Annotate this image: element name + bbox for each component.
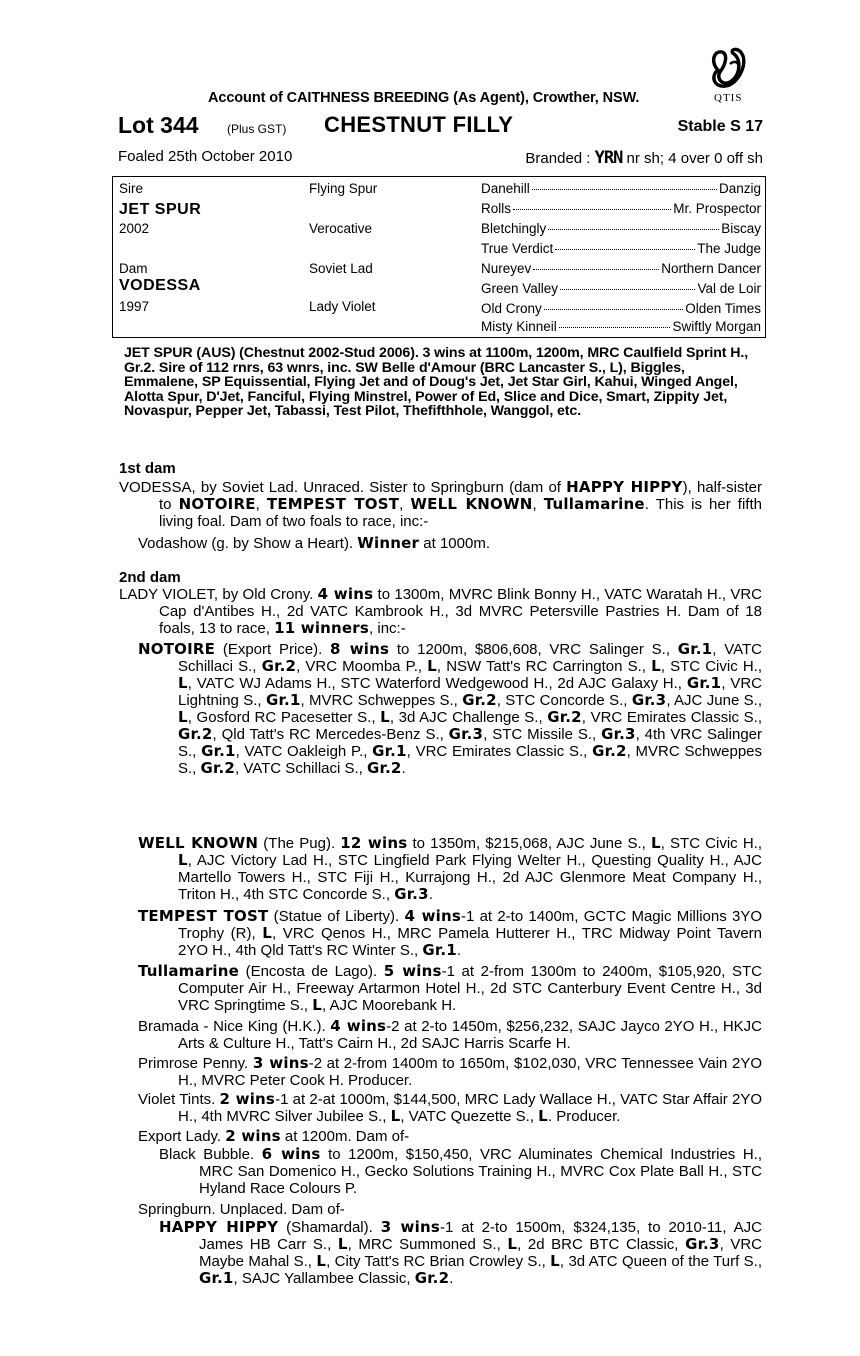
race-grade: Gr.3 (601, 725, 636, 743)
pedigree-gen3-row (481, 281, 761, 296)
race-grade: Gr.1 (199, 1269, 234, 1287)
horse-name: HAPPY HIPPY (159, 1218, 279, 1236)
text: (Statue of Liberty). (268, 908, 405, 925)
second-dam-paragraph (119, 586, 762, 637)
race-grade: Gr.1 (265, 691, 301, 709)
horse-description: CHESTNUT FILLY (324, 112, 514, 137)
horse-name: TEMPEST TOST (266, 495, 400, 513)
race-grade: Gr.2 (200, 759, 236, 777)
race-grade: Gr.2 (592, 742, 627, 760)
text: -2 at 2-to 1450m, $256,232, SAJC Jayco 2YO H., HKJC Arts & Culture H., Tatt's Cairn H., 2d SAJC Harris Scarfe H. (178, 1018, 763, 1052)
sire-label: Sire (119, 181, 144, 196)
progeny-entry-happy-hippy (159, 1219, 762, 1287)
text: ), half-sister to (159, 479, 763, 513)
first-dam-heading: 1st dam (119, 460, 176, 477)
race-grade: L (178, 708, 188, 726)
race-grade: L (178, 851, 188, 869)
text: -1 at 2-to 1400m, GCTC Magic Millions 3YO Trophy (R), (178, 908, 762, 942)
race-grade: L (538, 1107, 548, 1125)
brand-description (525, 148, 763, 168)
race-grade: L (507, 1235, 518, 1253)
race-grade: Gr.3 (448, 725, 484, 743)
race-grade: Gr.1 (422, 941, 457, 959)
race-grade: L (380, 708, 390, 726)
gen3-left: Misty Kinneil (481, 319, 557, 334)
progeny-entry-notoire (138, 641, 762, 777)
gen3-left: Rolls (481, 201, 512, 216)
text: , (399, 496, 411, 513)
sire-name: JET SPUR (119, 201, 202, 218)
text: , AJC Moorebank H. (321, 997, 457, 1014)
win-count: 4 wins (317, 585, 374, 603)
race-grade: L (178, 674, 188, 692)
text: to 1200m, $806,608, VRC Salinger S., (389, 641, 678, 658)
win-count: 8 wins (330, 640, 390, 658)
text: Bramada - Nice King (H.K.). (138, 1018, 331, 1035)
win-count: 3 wins (380, 1218, 440, 1236)
race-grade: Gr.1 (201, 742, 236, 760)
text: , STC Civic H., (660, 658, 762, 675)
gen3-right: Danzig (718, 181, 761, 196)
race-grade: Gr.1 (686, 674, 722, 692)
text: LADY VIOLET, by Old Crony. (119, 586, 318, 603)
text: . (449, 1270, 454, 1287)
win-count: 4 wins (404, 907, 461, 925)
win-count: 12 wins (340, 834, 408, 852)
text: , VRC Emirates Classic S., (406, 743, 593, 760)
progeny-entry-export-lady (138, 1128, 762, 1145)
race-grade: Gr.1 (677, 640, 713, 658)
brand-mark: YRN (594, 148, 623, 168)
text: , VATC WJ Adams H., STC Waterford Wedgewood H., 2d AJC Galaxy H., (187, 675, 687, 692)
text: , VRC Maybe Mahal S., (199, 1236, 762, 1270)
text: , 3d ATC Queen of the Turf S., (559, 1253, 762, 1270)
gen3-right: Mr. Prospector (673, 201, 761, 216)
text: (Shamardal). (278, 1219, 381, 1236)
pedigree-table (112, 176, 766, 338)
lot-number: Lot 344 (118, 112, 199, 138)
horse-name: WELL KNOWN (138, 834, 259, 852)
horse-name: HAPPY HIPPY (566, 478, 683, 496)
gen3-right: The Judge (697, 241, 761, 256)
qtis-logo (700, 46, 764, 110)
text: , VRC Lightning S., (178, 675, 762, 709)
text: , 3d AJC Challenge S., (389, 709, 548, 726)
race-grade: L (312, 996, 322, 1014)
race-grade: L (651, 657, 661, 675)
sire-summary: JET SPUR (AUS) (Chestnut 2002-Stud 2006). 3 wins at 1100m, 1200m, MRC Caulfield Sprint H., Gr.2. Sire of 112 rnrs, 63 wnrs, inc. SW Belle d'Amour (BRC Lancaster S., L), Biggles, Emmalene, SP Equissential, Flying Jet and of Doug's Jet, Jet Star Girl, Kahui, Winged Angel, Alotta Spur, D'Jet, Fanciful, Flying Minstrel, Power of Ed, Slice and Dice, Smart, Zippity Jet, Novaspur, Pepper Jet, Tabassi, Test Pilot, Thefifthhole, Wanggol, etc. (124, 345, 749, 419)
gen3-left: Green Valley (481, 281, 559, 296)
gst-note: (Plus GST) (227, 122, 287, 136)
race-grade: Gr.2 (414, 1269, 450, 1287)
race-grade: Gr.2 (261, 657, 297, 675)
horse-name: NOTOIRE (178, 495, 256, 513)
gen3-right: Northern Dancer (661, 261, 761, 276)
progeny-entry-springburn: Springburn. Unplaced. Dam of- (138, 1201, 345, 1218)
race-grade: Gr.3 (394, 885, 429, 903)
race-grade: Gr.3 (631, 691, 667, 709)
race-grade: L (390, 1107, 401, 1125)
text: , Gosford RC Pacesetter S., (187, 709, 381, 726)
pedigree-gen3-row (481, 319, 761, 334)
race-grade: Gr.2 (367, 759, 402, 777)
text: (Encosta de Lago). (239, 963, 384, 980)
text: , inc:- (369, 620, 406, 637)
progeny-entry-violet-tints (138, 1091, 762, 1125)
race-grade: L (262, 924, 272, 942)
progeny-entry-tullamarine (138, 963, 762, 1014)
text: , MRC Summoned S., (347, 1236, 508, 1253)
win-count: 3 wins (252, 1054, 309, 1072)
text: , SAJC Yallambee Classic, (233, 1270, 415, 1287)
text: -1 at 2-to 1500m, $324,135, to 2010-11, AJC James HB Carr S., (199, 1219, 763, 1253)
pedigree-sire-dam: Verocative (309, 221, 373, 236)
text: , STC Civic H., (660, 835, 762, 852)
winner-count: 11 winners (274, 619, 370, 637)
text: , VRC Emirates Classic S., (581, 709, 762, 726)
text: , VRC Moomba P., (296, 658, 428, 675)
sire-year: 2002 (119, 221, 150, 236)
branded-label: Branded : (525, 150, 591, 167)
text: , (255, 496, 267, 513)
win-count: 4 wins (330, 1017, 387, 1035)
gen3-left: Old Crony (481, 301, 542, 316)
gen3-left: Nureyev (481, 261, 532, 276)
race-grade: L (337, 1235, 348, 1253)
gen3-right: Swiftly Morgan (672, 319, 761, 334)
horse-name: NOTOIRE (138, 640, 216, 658)
text: , Qld Tatt's RC Mercedes-Benz S., (212, 726, 449, 743)
pedigree-dam-dam: Lady Violet (309, 299, 376, 314)
gen3-left: Danehill (481, 181, 530, 196)
vendor-line: Account of CAITHNESS BREEDING (As Agent), Crowther, NSW. (208, 90, 640, 106)
text: , 4th VRC Salinger S., (178, 726, 762, 760)
lot-heading (118, 112, 763, 142)
brand-details: nr sh; 4 over 0 off sh (626, 150, 763, 167)
horse-name: Tullamarine (543, 495, 645, 513)
qtis-emblem-icon (708, 46, 750, 90)
stable-number: Stable S 17 (677, 118, 763, 135)
logo-caption: QTIS (714, 92, 743, 104)
gen3-left: True Verdict (481, 241, 554, 256)
win-count: 2 wins (219, 1090, 276, 1108)
win-count: 6 wins (261, 1145, 321, 1163)
gen3-left: Bletchingly (481, 221, 547, 236)
race-grade: Gr.1 (372, 742, 407, 760)
text: Violet Tints. (138, 1091, 220, 1108)
horse-name: Tullamarine (138, 962, 240, 980)
horse-name: WELL KNOWN (410, 495, 533, 513)
pedigree-gen3-row (481, 201, 761, 216)
race-grade: Gr.2 (462, 691, 497, 709)
text: , MVRC Schweppes S., (178, 743, 762, 777)
text: Black Bubble. (159, 1146, 262, 1163)
race-grade: L (650, 834, 661, 852)
first-dam-paragraph (119, 479, 762, 530)
text: Export Lady. (138, 1128, 226, 1145)
text: (The Pug). (258, 835, 341, 852)
horse-name: TEMPEST TOST (138, 907, 269, 925)
race-grade: Gr.2 (178, 725, 213, 743)
text: . (456, 942, 462, 959)
text: Vodashow (g. by Show a Heart). (138, 535, 358, 552)
text: VODESSA, by Soviet Lad. Unraced. Sister to Springburn (dam of (119, 479, 567, 496)
race-grade: Gr.2 (547, 708, 582, 726)
race-grade: L (550, 1252, 560, 1270)
dam-year: 1997 (119, 299, 150, 314)
pedigree-gen3-row (481, 301, 761, 316)
text: . This is her fifth living foal. Dam of two foals to race, inc:- (159, 496, 762, 530)
pedigree-gen3-row (481, 181, 761, 196)
text: , NSW Tatt's RC Carrington S., (436, 658, 652, 675)
race-grade: L (316, 1252, 327, 1270)
text: , VATC Quezette S., (400, 1108, 539, 1125)
pedigree-dam-sire: Soviet Lad (309, 261, 373, 276)
progeny-entry-primrose-penny (138, 1055, 762, 1089)
second-dam-heading: 2nd dam (119, 569, 181, 586)
text: . (428, 886, 433, 903)
text: -1 at 2-from 1300m to 2400m, $105,920, STC Computer Air H., Freeway Artarmon Hotel H., 2d STC Canterbury Event Centre H., 3d VRC Springtime S., (178, 963, 763, 1014)
text: , City Tatt's RC Brian Crowley S., (326, 1253, 551, 1270)
win-count: 5 wins (383, 962, 442, 980)
text: , STC Concorde S., (496, 692, 632, 709)
win-count: Winner (357, 534, 420, 552)
progeny-entry-bramada (138, 1018, 762, 1052)
pedigree-gen3-row (481, 261, 761, 276)
text: . Producer. (547, 1108, 621, 1125)
gen3-right: Val de Loir (697, 281, 761, 296)
win-count: 2 wins (225, 1127, 281, 1145)
text: , AJC Victory Lad H., STC Lingfield Park Flying Welter H., Questing Quality H., AJC Martello Towers H., STC Fiji H., Kurrajong H., 2d AJC Glenmore Meat Company H., Triton H., 4th STC Concorde S., (178, 852, 762, 903)
text: at 1000m. (419, 535, 490, 552)
pedigree-gen3-row (481, 241, 761, 256)
text: to 1300m, MVRC Blink Bonny H., VATC Waratah H., VRC Cap d'Antibes H., 2d VATC Kambrook H., 3d MVRC Petersville Pastries H. Dam of 18 foals, 13 to race, (159, 586, 763, 637)
text: to 1200m, $150,450, VRC Aluminates Chemical Industries H., MRC San Domenico H., Gecko Solutions Training H., MVRC Cox Plate Ball H., STC Hyland Race Colours P. (199, 1146, 763, 1197)
text: Primrose Penny. (138, 1055, 253, 1072)
text: , AJC June S., (666, 692, 763, 709)
pedigree-sire-sire: Flying Spur (309, 181, 378, 196)
race-grade: Gr.3 (685, 1235, 720, 1253)
pedigree-gen3-row (481, 221, 761, 236)
text: , (532, 496, 544, 513)
dam-name: VODESSA (119, 277, 201, 294)
text: , 2d BRC BTC Classic, (517, 1236, 686, 1253)
text: , VATC Schillaci S., (178, 641, 762, 675)
progeny-entry-well-known (138, 835, 762, 903)
text: at 1200m. Dam of- (280, 1128, 410, 1145)
text: , VATC Schillaci S., (235, 760, 368, 777)
text: , MVRC Schweppes S., (300, 692, 463, 709)
text: , STC Missile S., (483, 726, 602, 743)
foaled-date: Foaled 25th October 2010 (118, 148, 293, 165)
progeny-entry (138, 535, 762, 552)
text: . (401, 760, 406, 777)
text: (Export Price). (215, 641, 331, 658)
text: , VRC Qenos H., MRC Pamela Hutterer H., TRC Midway Point Tavern 2YO H., 4th Qld Tatt's RC Winter S., (178, 925, 762, 959)
dam-label: Dam (119, 261, 148, 276)
text: -1 at 2-at 1000m, $144,500, MRC Lady Wallace H., VATC Star Affair 2YO H., 4th MVRC Silver Jubilee S., (178, 1091, 763, 1125)
gen3-right: Olden Times (685, 301, 761, 316)
gen3-right: Biscay (721, 221, 761, 236)
progeny-entry-black-bubble (159, 1146, 762, 1197)
race-grade: L (427, 657, 437, 675)
text: -2 at 2-from 1400m to 1650m, $102,030, VRC Tennessee Vain 2YO H., MVRC Peter Cook H. Producer. (178, 1055, 762, 1089)
progeny-entry-tempest-tost (138, 908, 762, 959)
text: , VATC Oakleigh P., (235, 743, 373, 760)
text: to 1350m, $215,068, AJC June S., (407, 835, 651, 852)
